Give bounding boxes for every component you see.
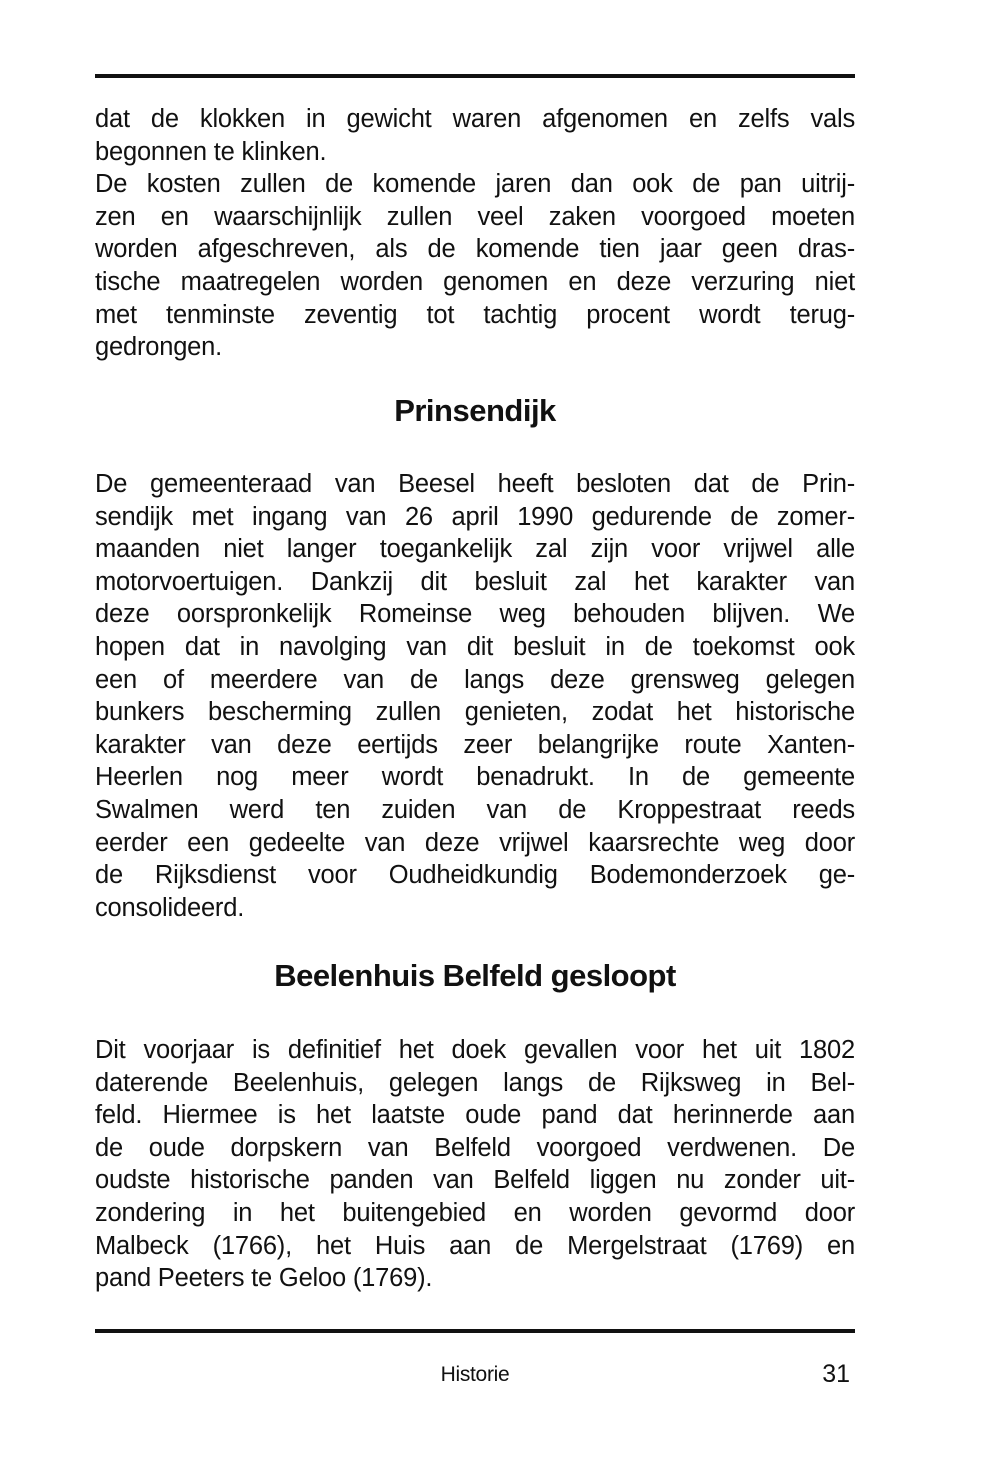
- text-line: eerder een gedeelte van deze vrijwel kaarsrechte weg door: [95, 828, 855, 857]
- text-line: consolideerd.: [95, 893, 245, 922]
- text-line: Malbeck (1766), het Huis aan de Mergelstraat (1769) en: [95, 1231, 855, 1260]
- text-line: de oude dorpskern van Belfeld voorgoed verdwenen. De: [95, 1133, 855, 1162]
- text-line: maanden niet langer toegankelijk zal zijn voor vrijwel alle: [95, 535, 855, 564]
- text-line: Dit voorjaar is definitief het doek gevallen voor het uit 1802: [95, 1036, 855, 1064]
- text-line: karakter van deze eertijds zeer belangrijke route Xanten-: [95, 730, 855, 759]
- text-line: begonnen te klinken.: [95, 137, 327, 166]
- footer-section-title: Historie: [440, 1363, 510, 1386]
- text-line: hopen dat in navolging van dit besluit in de toekomst ook: [95, 632, 855, 661]
- text-line: motorvoertuigen. Dankzij dit besluit zal het karakter van: [95, 567, 855, 596]
- text-line: een of meerdere van de langs deze grensweg gelegen: [95, 665, 855, 694]
- text-line: sendijk met ingang van 26 april 1990 gedurende de zomer-: [95, 502, 855, 531]
- paragraph-prinsendijk: [95, 468, 855, 924]
- page-number: 31: [822, 1360, 850, 1388]
- text-line: bunkers bescherming zullen genieten, zodat het historische: [95, 698, 855, 727]
- text-line: oudste historische panden van Belfeld liggen nu zonder uit-: [95, 1166, 855, 1195]
- paragraph-intro: [95, 103, 855, 364]
- text-line: zen en waarschijnlijk zullen veel zaken voorgoed moeten: [95, 202, 855, 231]
- paragraph-beelenhuis: [95, 1034, 855, 1295]
- text-line: dat de klokken in gewicht waren afgenomen en zelfs vals: [95, 105, 855, 133]
- text-line: zondering in het buitengebied en worden gevormd door: [95, 1198, 855, 1227]
- bottom-rule: [95, 1329, 855, 1333]
- text-line: met tenminste zeventig tot tachtig procent wordt terug-: [95, 300, 855, 329]
- text-line: daterende Beelenhuis, gelegen langs de Rijksweg in Bel-: [95, 1068, 855, 1097]
- text-line: pand Peeters te Geloo (1769).: [95, 1264, 433, 1293]
- section-heading-prinsendijk: Prinsendijk: [394, 393, 556, 428]
- text-line: Heerlen nog meer wordt benadrukt. In de gemeente: [95, 763, 855, 792]
- text-line: de Rijksdienst voor Oudheidkundig Bodemonderzoek ge-: [95, 861, 855, 890]
- text-line: De gemeenteraad van Beesel heeft besloten dat de Prin-: [95, 470, 855, 498]
- text-line: feld. Hiermee is het laatste oude pand dat herinnerde aan: [95, 1101, 855, 1130]
- text-line: gedrongen.: [95, 333, 223, 362]
- top-rule: [95, 74, 855, 78]
- text-line: deze oorspronkelijk Romeinse weg behouden blijven. We: [95, 600, 855, 629]
- section-heading-beelenhuis: Beelenhuis Belfeld gesloopt: [274, 958, 676, 993]
- text-line: De kosten zullen de komende jaren dan ook de pan uitrij-: [95, 170, 855, 199]
- text-line: tische maatregelen worden genomen en deze verzuring niet: [95, 267, 855, 296]
- text-line: worden afgeschreven, als de komende tien jaar geen dras-: [95, 235, 855, 264]
- text-line: Swalmen werd ten zuiden van de Kroppestraat reeds: [95, 795, 855, 824]
